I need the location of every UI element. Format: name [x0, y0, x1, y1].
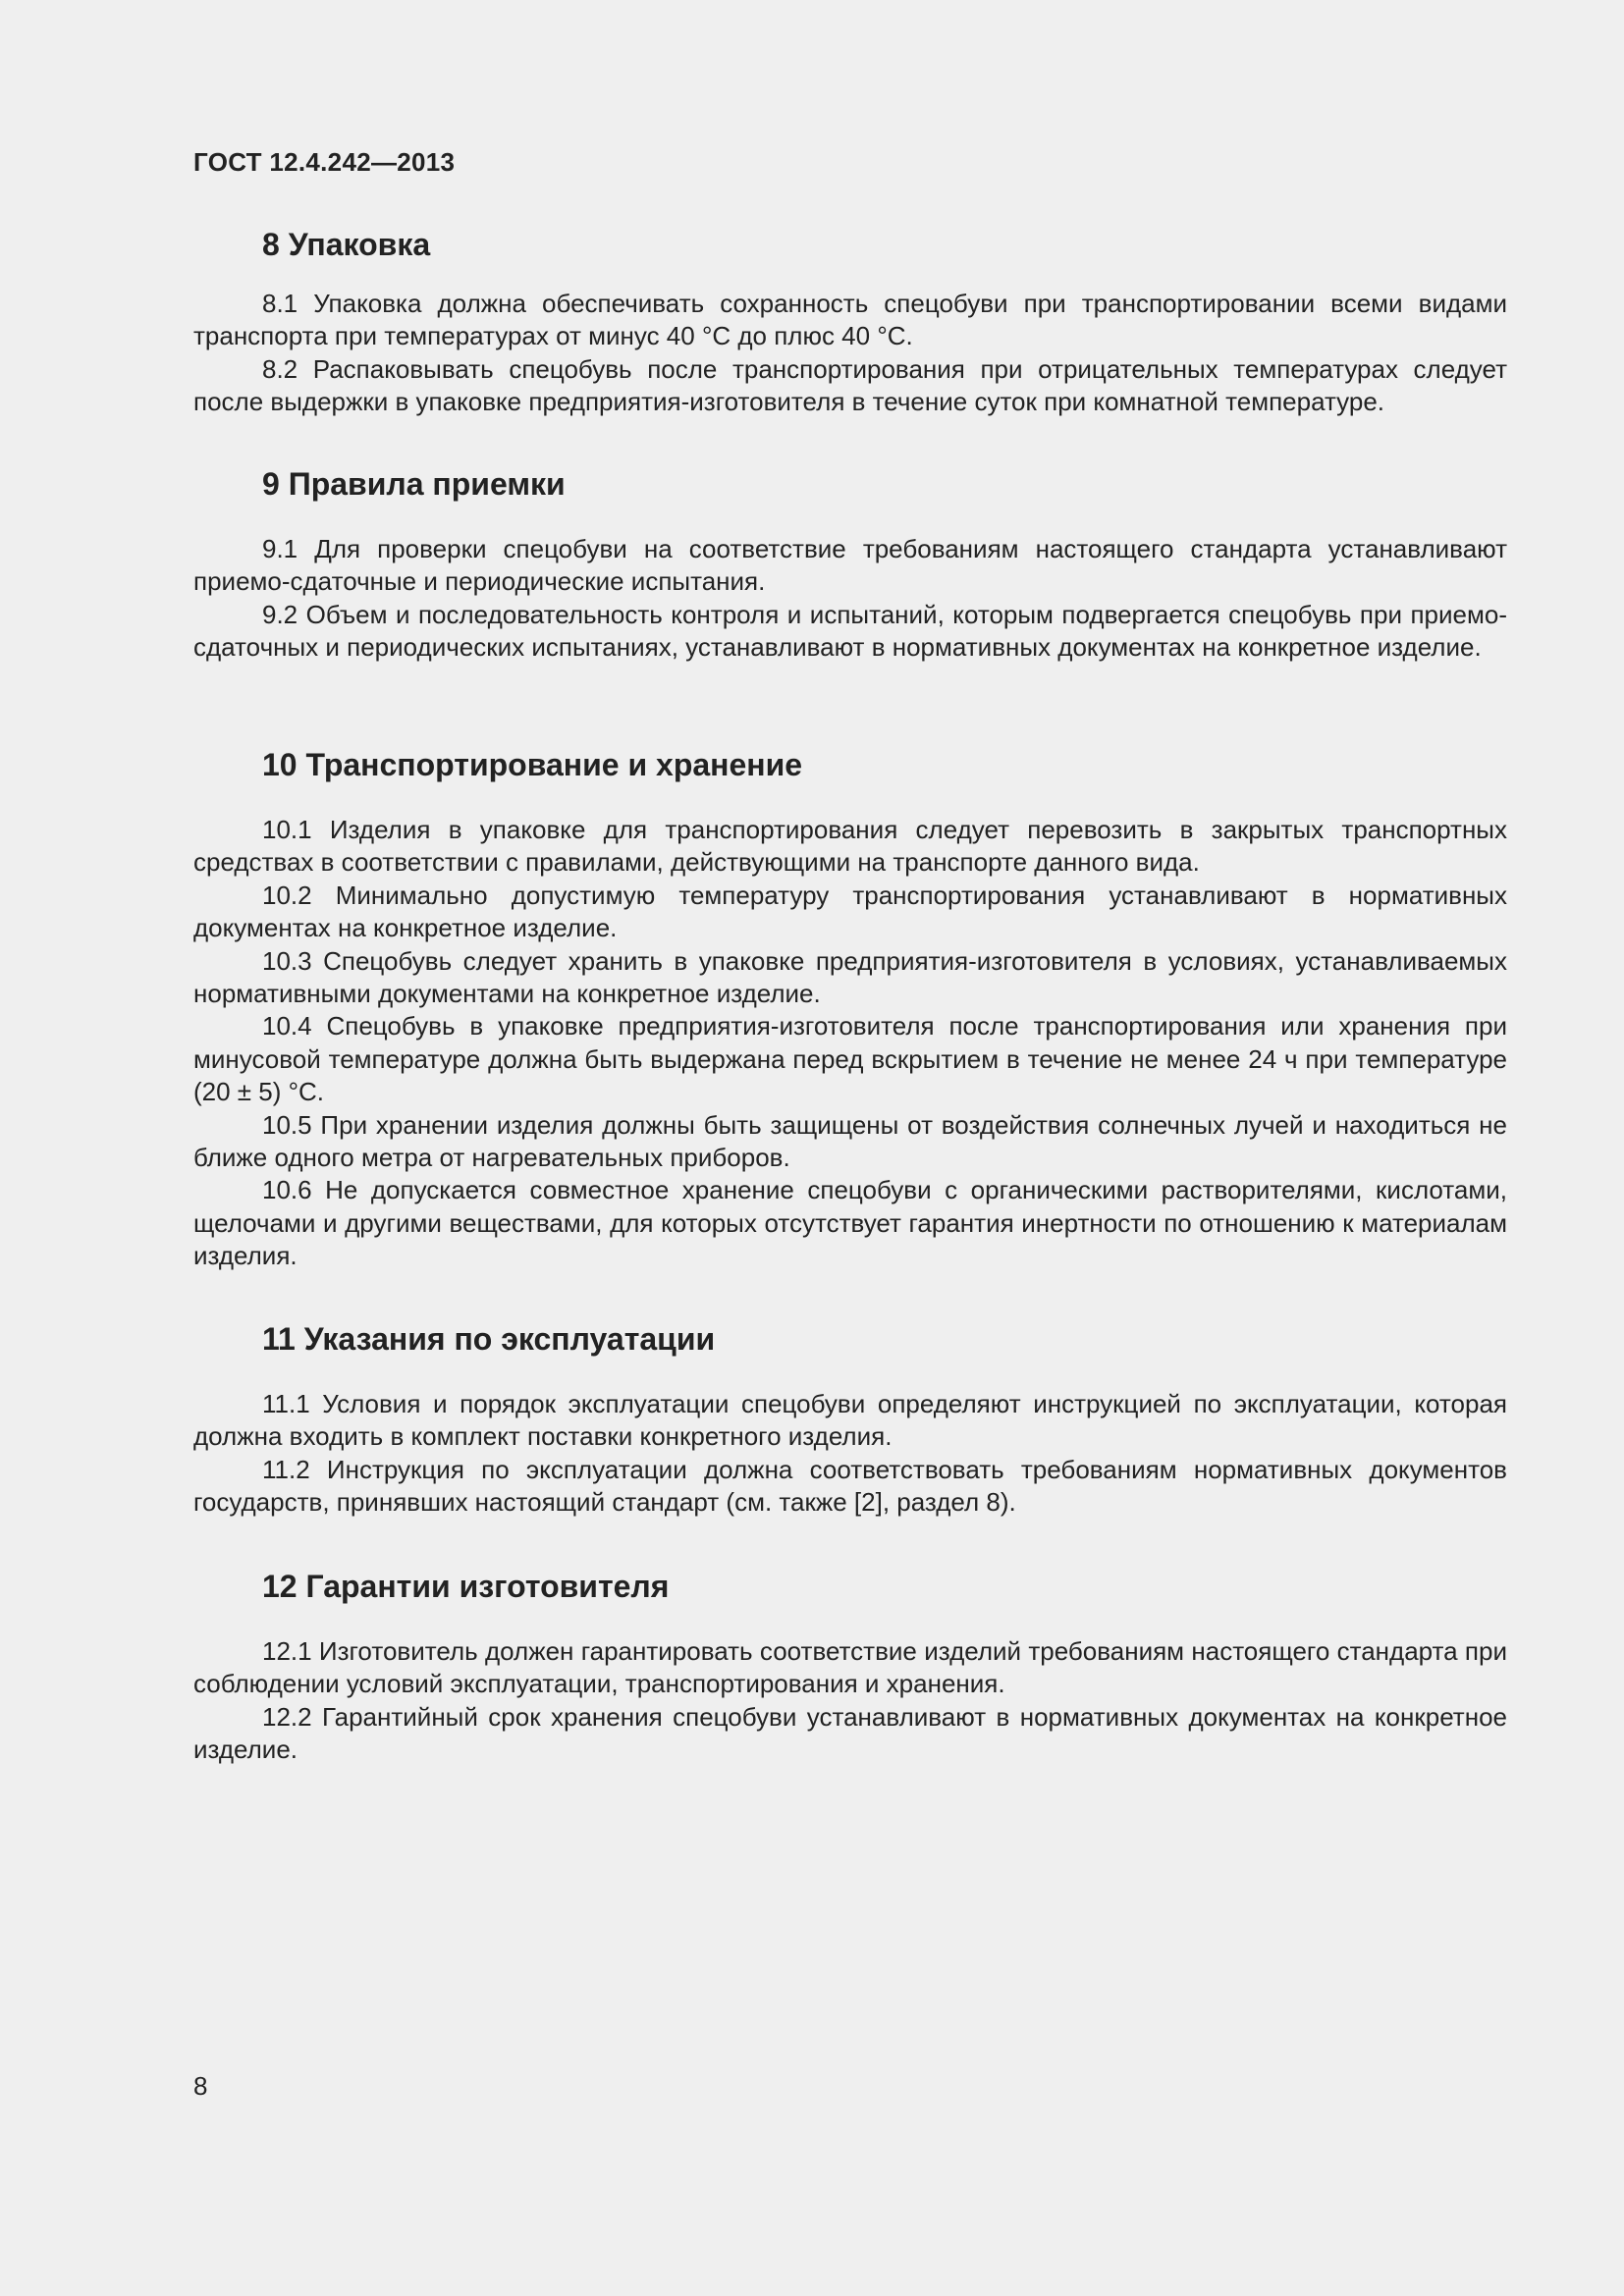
- section-paragraphs: [193, 1388, 1507, 1520]
- paragraph: 8.2 Распаковывать спецобувь после транспортирования при отрицательных температурах следует после выдержки в упаковке предприятия-изготовителя в течение суток при комнатной температуре.: [193, 353, 1507, 417]
- paragraph: 10.5 При хранении изделия должны быть защищены от воздействия солнечных лучей и находиться не ближе одного метра от нагревательных приборов.: [193, 1109, 1507, 1173]
- section-8: [193, 225, 1507, 419]
- paragraph: 11.2 Инструкция по эксплуатации должна соответствовать требованиям нормативных документов государств, принявших настоящий стандарт (см. также [2], раздел 8).: [193, 1454, 1507, 1518]
- section-11: [193, 1319, 1507, 1520]
- section-title: 12 Гарантии изготовителя: [262, 1569, 670, 1604]
- section-10: [193, 745, 1507, 1273]
- paragraph: 10.6 Не допускается совместное хранение спецобуви с органическими растворителями, кислотами, щелочами и другими веществами, для которых отсутствует гарантия инертности по отношению к материалам изделия.: [193, 1175, 1507, 1271]
- section-paragraphs: [193, 533, 1507, 665]
- paragraph: 9.2 Объем и последовательность контроля и испытаний, которым подвергается спецобувь при приемо-сдаточных и периодических испытаниях, устанавливают в нормативных документах на конкретное изделие.: [193, 599, 1507, 663]
- paragraph: 12.2 Гарантийный срок хранения спецобуви устанавливают в нормативных документах на конкретное изделие.: [193, 1701, 1507, 1765]
- section-title: 8 Упаковка: [262, 227, 431, 262]
- section-12: [193, 1567, 1507, 1767]
- paragraph: 10.3 Спецобувь следует хранить в упаковке предприятия-изготовителя в условиях, устанавливаемых нормативными документами на конкретное изделие.: [193, 945, 1507, 1009]
- paragraph: 10.1 Изделия в упаковке для транспортирования следует перевозить в закрытых транспортных средствах в соответствии с правилами, действующими на транспорте данного вида.: [193, 815, 1507, 878]
- section-paragraphs: [193, 1635, 1507, 1767]
- paragraph: 10.4 Спецобувь в упаковке предприятия-изготовителя после транспортирования или хранения при минусовой температуре должна быть выдержана перед вскрытием в течение не менее 24 ч при температуре (20 ± 5) °С.: [193, 1011, 1507, 1107]
- section-title: 11 Указания по эксплуатации: [262, 1321, 716, 1357]
- section-title: 10 Транспортирование и хранение: [262, 747, 803, 782]
- paragraph: 11.1 Условия и порядок эксплуатации спецобуви определяют инструкцией по эксплуатации, которая должна входить в комплект поставки конкретного изделия.: [193, 1389, 1507, 1452]
- section-title: 9 Правила приемки: [262, 466, 566, 502]
- paragraph: 8.1 Упаковка должна обеспечивать сохранность спецобуви при транспортировании всеми видами транспорта при температурах от минус 40 °С до плюс 40 °С.: [193, 289, 1507, 351]
- paragraph: 10.2 Минимально допустимую температуру транспортирования устанавливают в нормативных документах на конкретное изделие.: [193, 880, 1507, 943]
- page-number: 8: [193, 2071, 208, 2101]
- section-paragraphs: [193, 288, 1507, 419]
- section-paragraphs: [193, 814, 1507, 1273]
- paragraph: 12.1 Изготовитель должен гарантировать соответствие изделий требованиям настоящего стандарта при соблюдении условий эксплуатации, транспортирования и хранения.: [193, 1636, 1507, 1699]
- section-9: [193, 464, 1507, 665]
- document-header: ГОСТ 12.4.242—2013: [193, 147, 456, 177]
- paragraph: 9.1 Для проверки спецобуви на соответствие требованиям настоящего стандарта устанавливают приемо-сдаточные и периодические испытания.: [193, 534, 1507, 597]
